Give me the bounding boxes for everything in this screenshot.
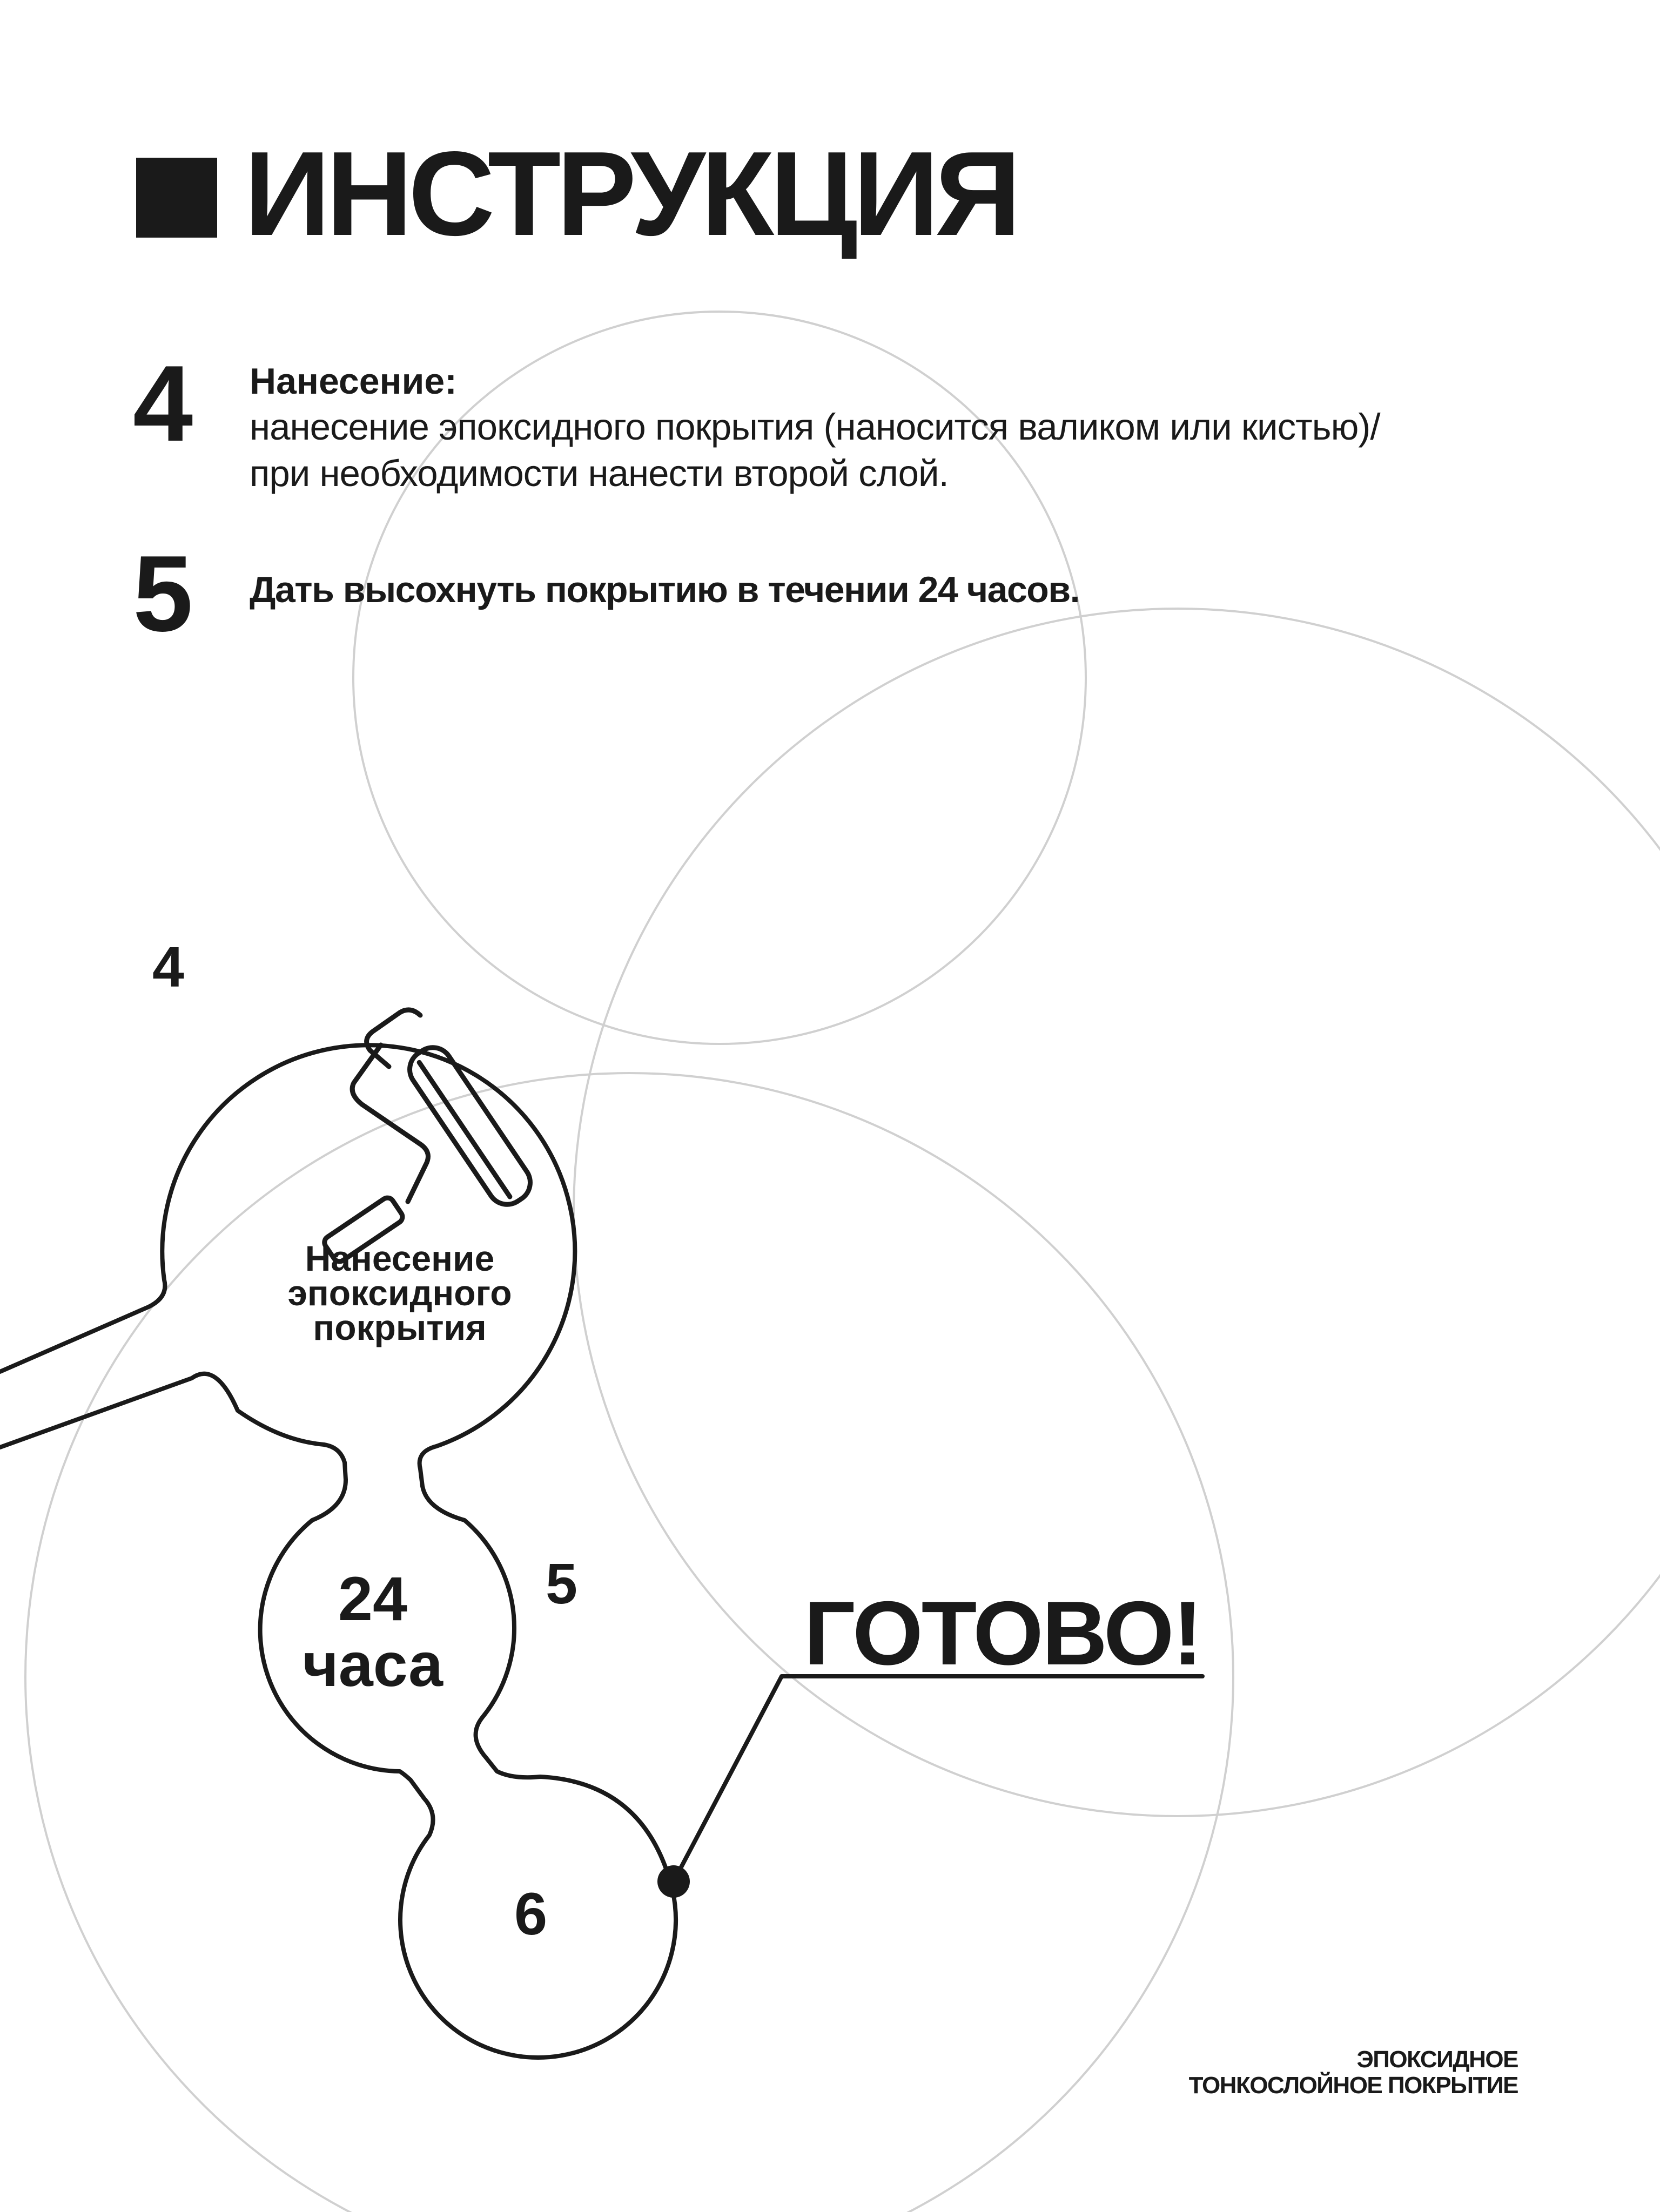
product-name-line: ЭПОКСИДНОЕ <box>1356 2046 1518 2073</box>
product-name <box>1080 2047 1518 2099</box>
diagram-node-4-label <box>270 1238 529 1347</box>
step-5-number: 5 <box>133 534 193 654</box>
diagram-node-4-label-line: эпоксидного <box>287 1273 512 1313</box>
done-leader-dot <box>657 1865 690 1898</box>
done-leader-line <box>674 1676 1202 1881</box>
diagram-node-4-number: 4 <box>152 935 184 999</box>
product-name-line: ТОНКОСЛОЙНОЕ ПОКРЫТИЕ <box>1188 2072 1518 2099</box>
diagram-node-6-number: 6 <box>514 1881 548 1947</box>
diagram-node-5-label-line: 24 <box>338 1564 407 1634</box>
done-label: ГОТОВО! <box>804 1582 1201 1684</box>
title-square-icon <box>136 158 217 238</box>
paint-roller-icon <box>322 1010 537 1264</box>
page-title: ИНСТРУКЦИЯ <box>244 127 1017 261</box>
step-4-description <box>250 404 1632 497</box>
diagram-node-5-label-line: часа <box>302 1630 443 1700</box>
step-4-line: при необходимости нанести второй слой. <box>250 453 949 494</box>
step-5-description: Дать высохнуть покрытию в течении 24 часов. <box>250 569 1080 610</box>
step-4-number: 4 <box>133 343 193 464</box>
diagram-node-4-label-line: покрытия <box>313 1307 487 1347</box>
diagram-node-5-number: 5 <box>546 1552 577 1616</box>
diagram-node-5-label <box>292 1566 454 1698</box>
step-4-heading: Нанесение: <box>250 361 457 402</box>
diagram-node-4-label-line: Нанесение <box>305 1238 495 1278</box>
step-4-line: нанесение эпоксидного покрытия (наносится валиком или кистью)/ <box>250 406 1380 448</box>
